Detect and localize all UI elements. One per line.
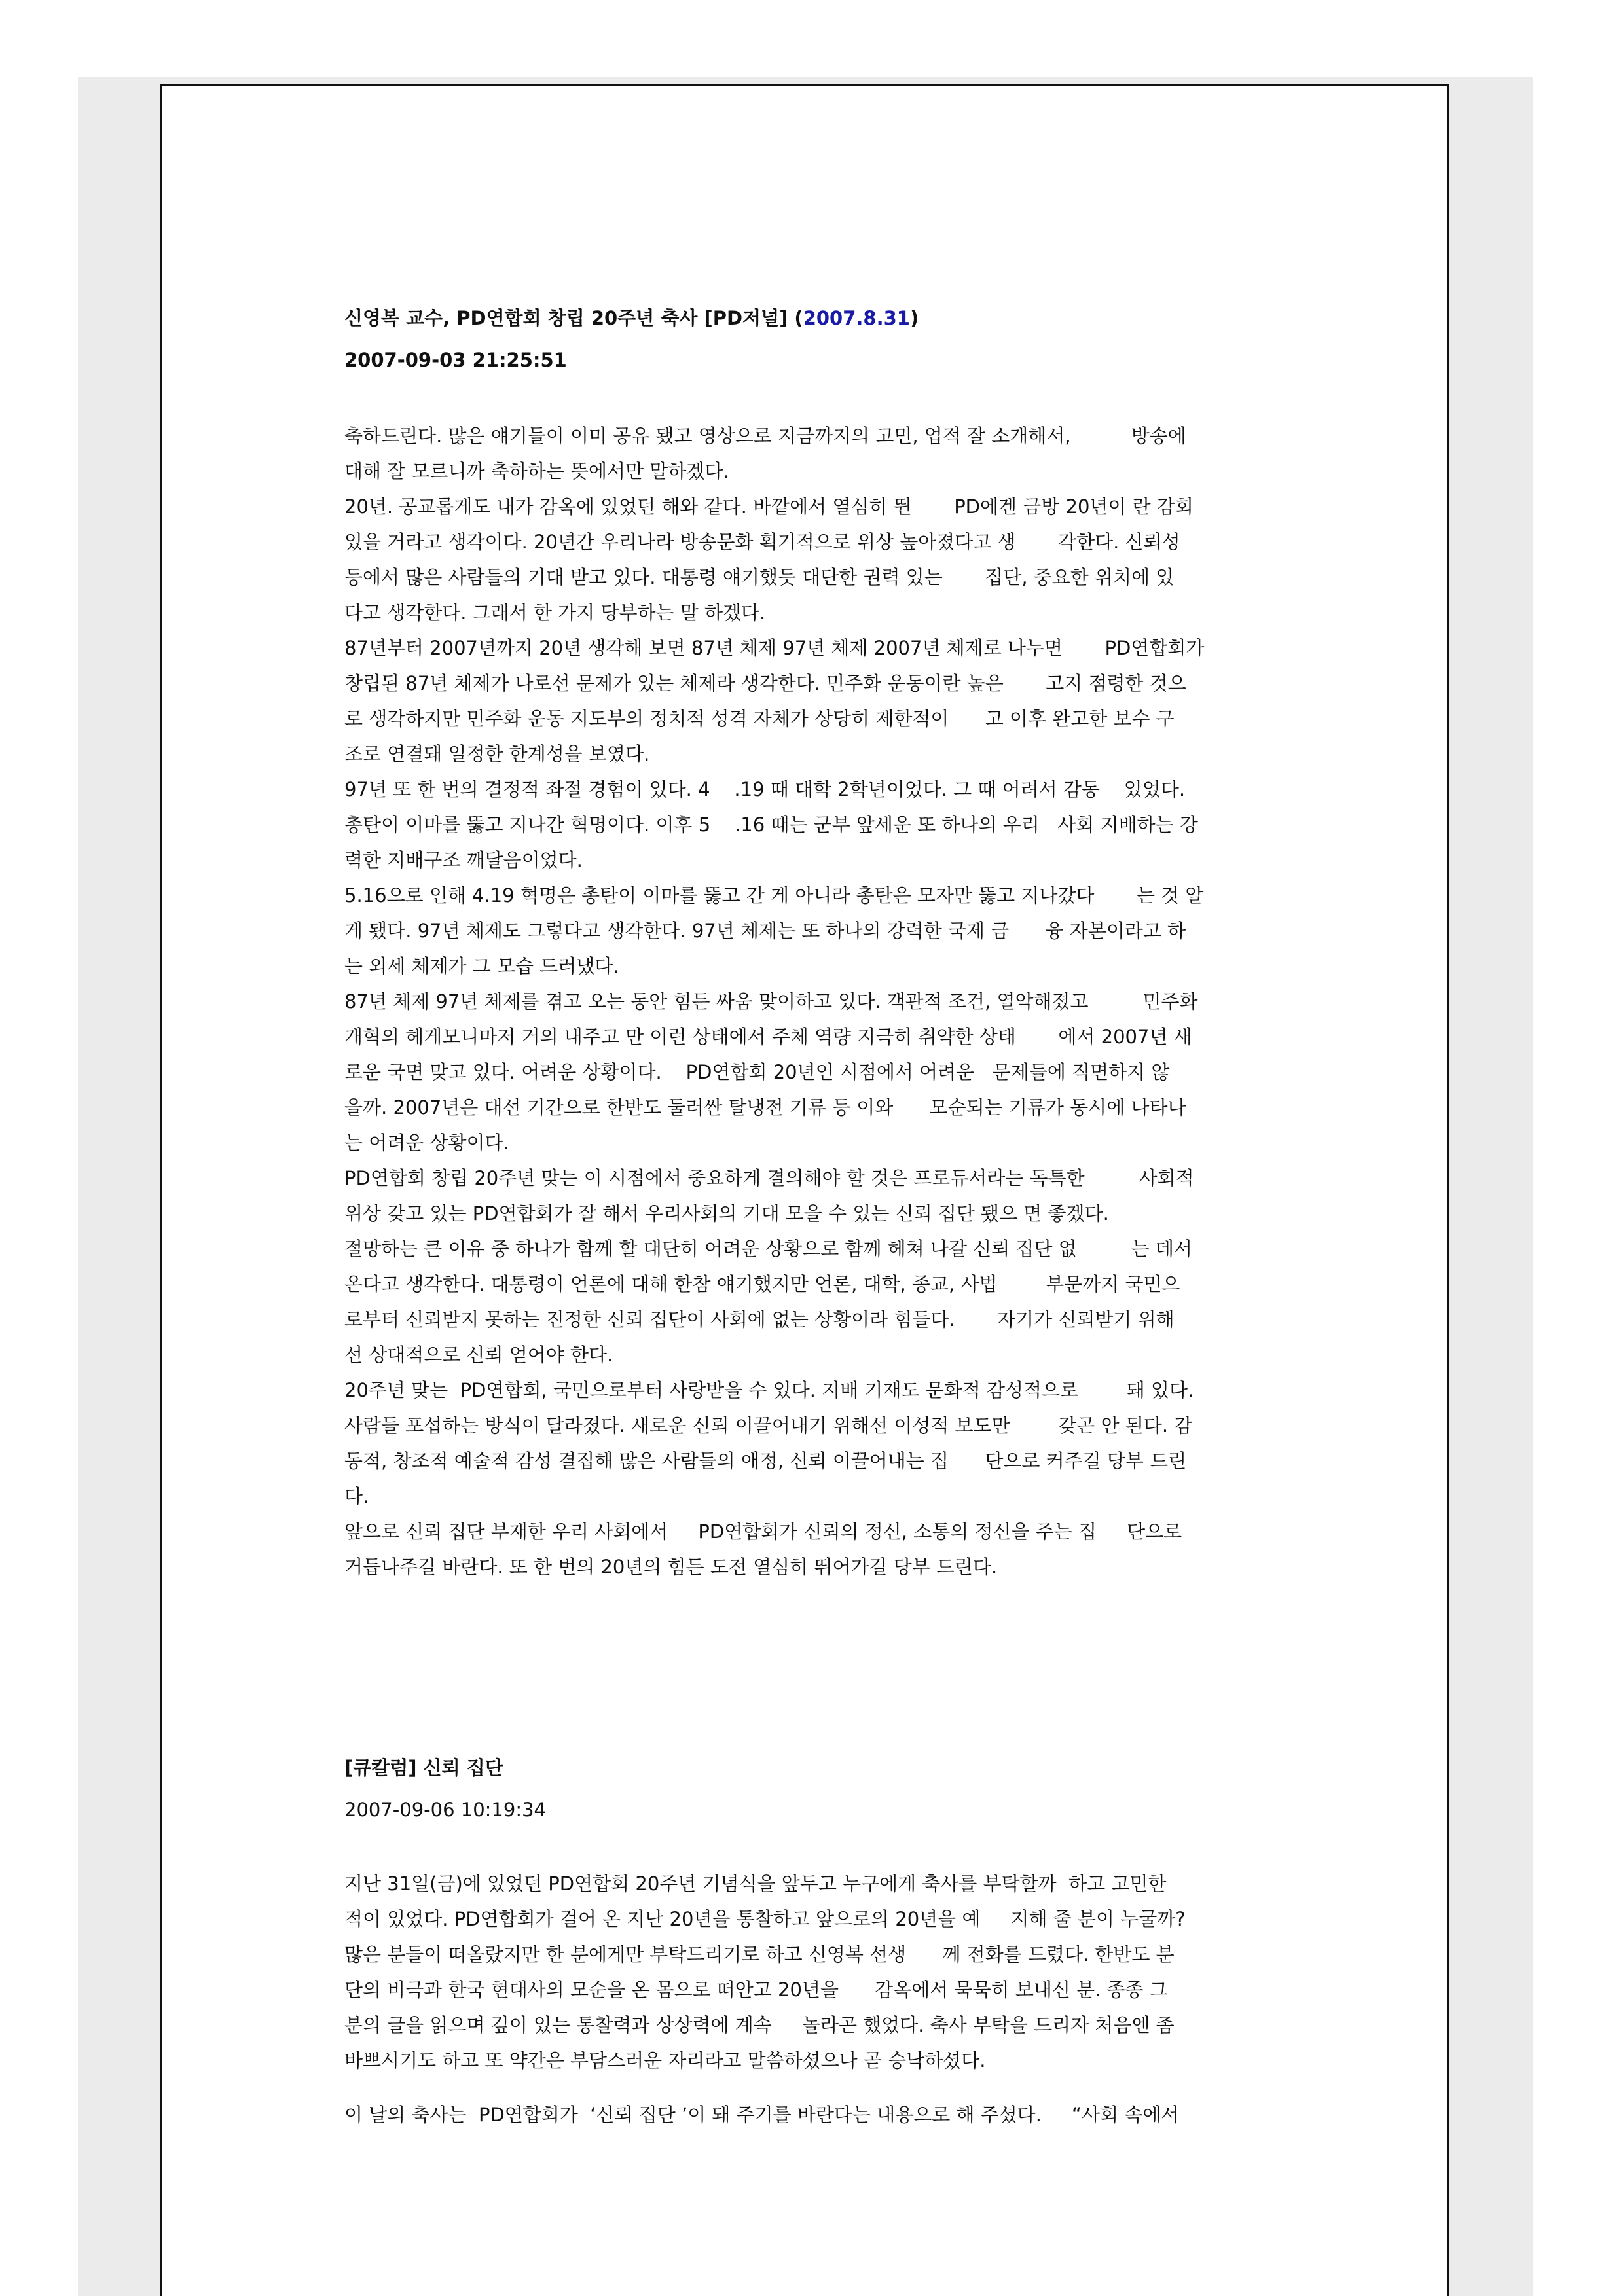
body-text-line: 87년부터 2007년까지 20년 생각해 보면 87년 체제 97년 체제 2007년 체제로 나누면 PD연합회가 bbox=[344, 637, 1205, 659]
body-text-line: 바쁘시기도 하고 또 약간은 부담스러운 자리라고 말씀하셨으나 곧 승낙하셨다. bbox=[344, 2049, 986, 2072]
body-text-line: 개혁의 헤게모니마저 거의 내주고 만 이런 상태에서 주체 역량 지극히 취약한 상태 에서 2007년 새 bbox=[344, 1026, 1192, 1048]
body-text-line: 앞으로 신뢰 집단 부재한 우리 사회에서 PD연합회가 신뢰의 정신, 소통의 정신을 주는 집 단으로 bbox=[344, 1520, 1182, 1543]
body-text-line: 다고 생각한다. 그래서 한 가지 당부하는 말 하겠다. bbox=[344, 601, 766, 624]
post1-title bbox=[344, 305, 919, 331]
body-text-line: 있을 거라고 생각이다. 20년간 우리나라 방송문화 획기적으로 위상 높아졌다고 생 각한다. 신뢰성 bbox=[344, 531, 1180, 553]
post1-body bbox=[344, 418, 1204, 1585]
body-text-line: 거듭나주길 바란다. 또 한 번의 20년의 힘든 도전 열심히 뛰어가길 당부 드린다. bbox=[344, 1556, 998, 1578]
body-text-line: 창립된 87년 체제가 나로선 문제가 있는 체제라 생각한다. 민주화 운동이란 높은 고지 점령한 것으 bbox=[344, 672, 1186, 694]
body-text-line: 지난 31일(금)에 있었던 PD연합회 20주년 기념식을 앞두고 누구에게 축사를 부탁할까 하고 고민한 bbox=[344, 1873, 1167, 1895]
body-text-line: 로 생각하지만 민주화 운동 지도부의 정치적 성격 자체가 상당히 제한적이 고 이후 완고한 보수 구 bbox=[344, 708, 1175, 730]
post2-title: [큐칼럼] 신뢰 집단 bbox=[344, 1757, 503, 1779]
body-text-line: 조로 연결돼 일정한 한계성을 보였다. bbox=[344, 743, 650, 765]
body-text-line: 축하드린다. 많은 얘기들이 이미 공유 됐고 영상으로 지금까지의 고민, 업적 잘 소개해서, 방송에 bbox=[344, 425, 1186, 447]
body-text-line: 분의 글을 읽으며 깊이 있는 통찰력과 상상력에 계속 놀라곤 했었다. 축사 부탁을 드리자 처음엔 좀 bbox=[344, 2014, 1175, 2036]
body-text-line: 사람들 포섭하는 방식이 달라졌다. 새로운 신뢰 이끌어내기 위해선 이성적 보도만 갖곤 안 된다. 감 bbox=[344, 1414, 1193, 1437]
body-text-line: 는 외세 체제가 그 모습 드러냈다. bbox=[344, 955, 619, 977]
body-text-line: 위상 갖고 있는 PD연합회가 잘 해서 우리사회의 기대 모을 수 있는 신뢰 집단 됐으 면 좋겠다. bbox=[344, 1202, 1109, 1225]
body-text-line: 로부터 신뢰받지 못하는 진정한 신뢰 집단이 사회에 없는 상황이라 힘들다. 자기가 신뢰받기 위해 bbox=[344, 1308, 1175, 1331]
body-text-line: PD연합회 창립 20주년 맞는 이 시점에서 중요하게 결의해야 할 것은 프로듀서라는 독특한 사회적 bbox=[344, 1167, 1194, 1189]
body-text-line: 등에서 많은 사람들의 기대 받고 있다. 대통령 얘기했듯 대단한 권력 있는 집단, 중요한 위치에 있 bbox=[344, 566, 1175, 588]
body-text-line: 절망하는 큰 이유 중 하나가 함께 할 대단히 어려운 상황으로 함께 헤쳐 나갈 신뢰 집단 없 는 데서 bbox=[344, 1238, 1192, 1260]
body-text-line: 적이 있었다. PD연합회가 걸어 온 지난 20년을 통찰하고 앞으로의 20년을 예 지해 줄 분이 누굴까? bbox=[344, 1908, 1186, 1930]
post1-title-text: 신영복 교수, PD연합회 창립 20주년 축사 [PD저널] ( bbox=[344, 307, 803, 329]
body-text-line: 97년 또 한 번의 결정적 좌절 경험이 있다. 4 .19 때 대학 2학년이었다. 그 때 어려서 감동 있었다. bbox=[344, 778, 1186, 800]
document-page bbox=[160, 84, 1449, 2296]
body-text-line: 을까. 2007년은 대선 기간으로 한반도 둘러싼 탈냉전 기류 등 이와 모순되는 기류가 동시에 나타나 bbox=[344, 1096, 1186, 1119]
body-text-line: 5.16으로 인해 4.19 혁명은 총탄이 이마를 뚫고 간 게 아니라 총탄은 모자만 뚫고 지나갔다 는 것 알 bbox=[344, 884, 1204, 906]
body-text-line: 이 날의 축사는 PD연합회가 ‘신뢰 집단 ’이 돼 주기를 바란다는 내용으로 해 주셨다. “사회 속에서 bbox=[344, 2104, 1180, 2126]
post1-title-close: ) bbox=[909, 307, 919, 329]
post2-paragraph-2 bbox=[344, 2097, 1179, 2132]
body-text-line: 로운 국면 맞고 있다. 어려운 상황이다. PD연합회 20년인 시점에서 어려운 문제들에 직면하지 않 bbox=[344, 1061, 1170, 1083]
body-text-line: 력한 지배구조 깨달음이었다. bbox=[344, 849, 583, 871]
body-text-line: 단의 비극과 한국 현대사의 모순을 온 몸으로 떠안고 20년을 감옥에서 묵묵히 보내신 분. 종종 그 bbox=[344, 1979, 1168, 2001]
body-text-line: 다. bbox=[344, 1485, 369, 1507]
body-text-line: 20년. 공교롭게도 내가 감옥에 있었던 해와 같다. 바깥에서 열심히 뛴 PD에겐 금방 20년이 란 감회 bbox=[344, 495, 1194, 518]
body-text-line: 는 어려운 상황이다. bbox=[344, 1132, 509, 1154]
body-text-line: 많은 분들이 떠올랐지만 한 분에게만 부탁드리기로 하고 신영복 선생 께 전화를 드렸다. 한반도 분 bbox=[344, 1943, 1175, 1965]
body-text-line: 87년 체제 97년 체제를 겪고 오는 동안 힘든 싸움 맞이하고 있다. 객관적 조건, 열악해졌고 민주화 bbox=[344, 990, 1198, 1013]
body-text-line: 게 됐다. 97년 체제도 그렇다고 생각한다. 97년 체제는 또 하나의 강력한 국제 금 융 자본이라고 하 bbox=[344, 920, 1186, 942]
post2-paragraph-1 bbox=[344, 1866, 1186, 2078]
body-text-line: 선 상대적으로 신뢰 얻어야 한다. bbox=[344, 1344, 613, 1366]
body-text-line: 온다고 생각한다. 대통령이 언론에 대해 한참 얘기했지만 언론, 대학, 종교, 사법 부문까지 국민으 bbox=[344, 1273, 1180, 1295]
post1-title-date-link[interactable]: 2007.8.31 bbox=[803, 307, 910, 329]
post2-datetime: 2007-09-06 10:19:34 bbox=[344, 1799, 546, 1821]
body-text-line: 총탄이 이마를 뚫고 지나간 혁명이다. 이후 5 .16 때는 군부 앞세운 또 하나의 우리 사회 지배하는 강 bbox=[344, 814, 1198, 836]
body-text-line: 20주년 맞는 PD연합회, 국민으로부터 사랑받을 수 있다. 지배 기재도 문화적 감성적으로 돼 있다. bbox=[344, 1379, 1194, 1401]
post1-datetime: 2007-09-03 21:25:51 bbox=[344, 349, 567, 371]
body-text-line: 동적, 창조적 예술적 감성 결집해 많은 사람들의 애정, 신뢰 이끌어내는 집 단으로 커주길 당부 드린 bbox=[344, 1450, 1187, 1472]
body-text-line: 대해 잘 모르니까 축하하는 뜻에서만 말하겠다. bbox=[344, 460, 729, 482]
